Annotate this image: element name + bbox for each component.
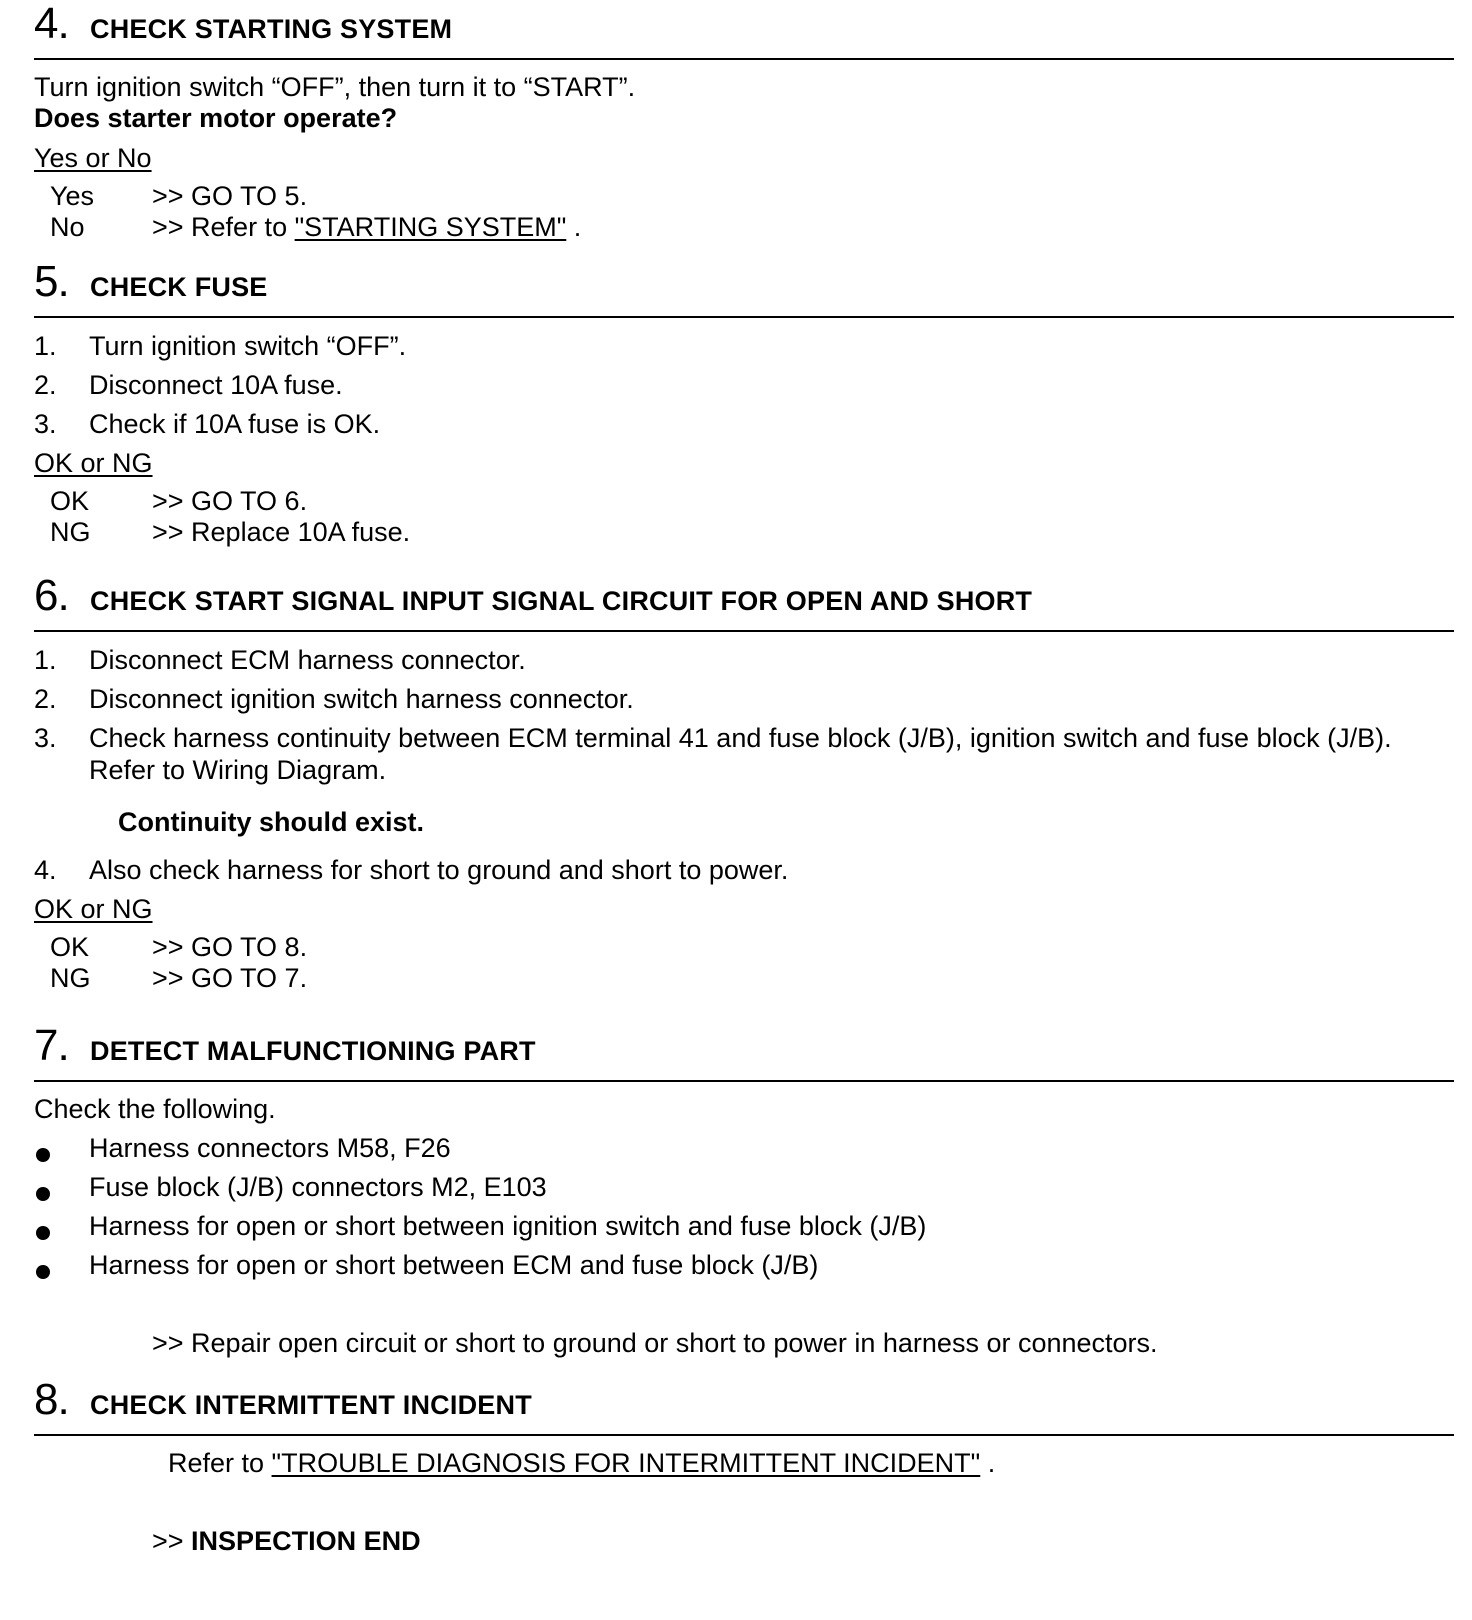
step-7-bullet-3: Harness for open or short between ignition switch and fuse block (J/B)	[89, 1211, 927, 1241]
refer-suffix: .	[566, 212, 582, 242]
step-4-title: CHECK STARTING SYSTEM	[90, 14, 453, 44]
step-6-item-4-num: 4.	[34, 855, 57, 885]
step-4-instruction: Turn ignition switch “OFF”, then turn it to “START”.	[34, 72, 636, 102]
step-6-title: CHECK START SIGNAL INPUT SIGNAL CIRCUIT FOR OPEN AND SHORT	[90, 586, 1033, 616]
step-5-header	[34, 258, 1454, 318]
step-6-item-1-num: 1.	[34, 645, 57, 675]
inspection-end-text: INSPECTION END	[191, 1526, 421, 1556]
step-6-item-2-text: Disconnect ignition switch harness connector.	[89, 684, 634, 714]
step-5-choice-label: OK or NG	[34, 448, 153, 478]
step-7-bullet-2: Fuse block (J/B) connectors M2, E103	[89, 1172, 547, 1202]
step-4-result-no-action	[152, 211, 581, 243]
step-5-item-1-num: 1.	[34, 331, 57, 361]
step-8	[34, 1376, 1454, 1596]
step-4-choice-label: Yes or No	[34, 143, 152, 173]
step-7-bullet-1: Harness connectors M58, F26	[89, 1133, 451, 1163]
refer-prefix: Refer to	[168, 1448, 272, 1478]
step-4-result-no-key: No	[50, 212, 85, 242]
step-6-item-1-text: Disconnect ECM harness connector.	[89, 645, 526, 675]
step-6-result-ng-action: >> GO TO 7.	[152, 963, 308, 993]
step-4-header	[34, 0, 1454, 60]
step-5-item-2-text: Disconnect 10A fuse.	[89, 370, 343, 400]
step-5-item-3-num: 3.	[34, 409, 57, 439]
step-4-result-yes-key: Yes	[50, 181, 95, 211]
bullet-dot-icon	[36, 1265, 50, 1279]
bullet-dot-icon	[36, 1187, 50, 1201]
step-8-header	[34, 1376, 1454, 1436]
step-4-number: 4.	[34, 0, 69, 48]
step-5-item-3-text: Check if 10A fuse is OK.	[89, 409, 381, 439]
step-7-intro: Check the following.	[34, 1094, 276, 1124]
step-6-header	[34, 572, 1454, 632]
step-7-bullet-4: Harness for open or short between ECM and fuse block (J/B)	[89, 1250, 819, 1280]
step-7-title: DETECT MALFUNCTIONING PART	[90, 1036, 536, 1066]
bullet-dot-icon	[36, 1226, 50, 1240]
starting-system-link[interactable]: "STARTING SYSTEM"	[294, 212, 567, 242]
step-5-result-ok-action: >> GO TO 6.	[152, 486, 308, 516]
step-6	[34, 572, 1454, 1012]
step-6-choice-label: OK or NG	[34, 894, 153, 924]
step-4	[34, 0, 1454, 250]
step-8-refer	[168, 1447, 995, 1479]
step-6-item-2-num: 2.	[34, 684, 57, 714]
step-5-item-1-text: Turn ignition switch “OFF”.	[89, 331, 407, 361]
step-6-result-ok-action: >> GO TO 8.	[152, 932, 308, 962]
bullet-dot-icon	[36, 1148, 50, 1162]
step-8-title: CHECK INTERMITTENT INCIDENT	[90, 1390, 532, 1420]
step-8-number: 8.	[34, 1375, 69, 1424]
step-6-result-ok-key: OK	[50, 932, 90, 962]
step-5-title: CHECK FUSE	[90, 272, 268, 302]
step-5	[34, 258, 1454, 558]
step-7	[34, 1022, 1454, 1362]
refer-prefix: >> Refer to	[152, 212, 295, 242]
step-6-item-4-text: Also check harness for short to ground and short to power.	[89, 855, 789, 885]
step-5-result-ng-action: >> Replace 10A fuse.	[152, 517, 411, 547]
step-7-header	[34, 1022, 1454, 1082]
step-5-result-ok-key: OK	[50, 486, 90, 516]
step-6-item-3-text: Check harness continuity between ECM terminal 41 and fuse block (J/B), ignition switch and fuse block (J/B). Refer to Wiring Diagram.	[89, 723, 1392, 785]
step-8-inspection-end	[152, 1525, 421, 1557]
step-4-question: Does starter motor operate?	[34, 103, 398, 133]
trouble-diagnosis-link[interactable]: "TROUBLE DIAGNOSIS FOR INTERMITTENT INCIDENT"	[271, 1448, 981, 1478]
end-prefix: >>	[152, 1526, 192, 1556]
step-5-number: 5.	[34, 257, 69, 306]
step-6-item-3-num: 3.	[34, 723, 57, 753]
step-7-number: 7.	[34, 1021, 69, 1070]
step-5-result-ng-key: NG	[50, 517, 91, 547]
step-6-number: 6.	[34, 571, 69, 620]
refer-suffix: .	[980, 1448, 996, 1478]
step-6-result-ng-key: NG	[50, 963, 91, 993]
step-6-note: Continuity should exist.	[118, 807, 425, 837]
step-7-action: >> Repair open circuit or short to ground or short to power in harness or connectors.	[152, 1328, 1158, 1358]
step-5-item-2-num: 2.	[34, 370, 57, 400]
step-4-result-yes-action: >> GO TO 5.	[152, 181, 308, 211]
